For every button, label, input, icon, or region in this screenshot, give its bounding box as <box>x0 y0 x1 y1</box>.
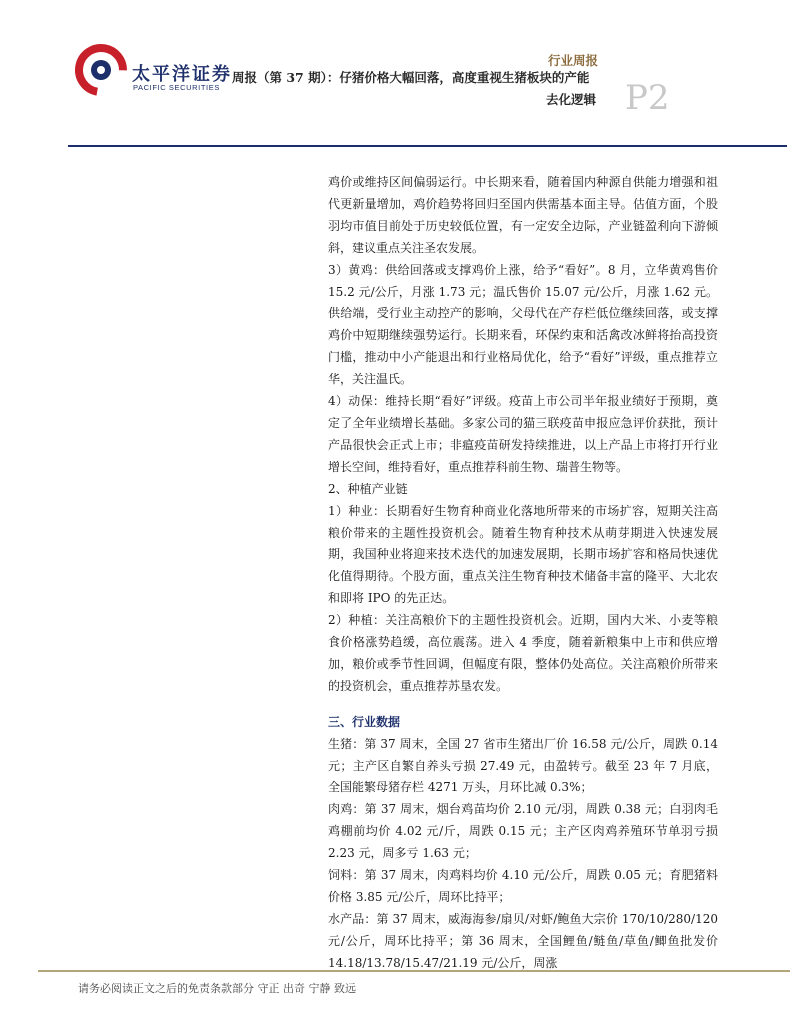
report-title: 周报（第 37 期）：仔猪价格大幅回落，高度重视生猪板块的产能 <box>232 70 590 85</box>
paragraph: 2）种植：关注高粮价下的主题性投资机会。近期，国内大米、小麦等粮食价格涨势趋缓，高位震荡。进入 4 季度，随着新粮集中上市和供应增加，粮价或季节性回调，但幅度有限，整体仍处高位。关注高粮价所带来的投资机会，重点推荐苏垦农发。 <box>328 613 718 693</box>
page-number: P2 <box>625 78 670 118</box>
footer-divider <box>38 970 790 972</box>
logo-icon <box>72 40 130 98</box>
paragraph: 3）黄鸡：供给回落或支撑鸡价上涨，给予“看好”。8 月，立华黄鸡售价 15.2 元/公斤，月涨 1.73 元；温氏售价 15.07 元/公斤，月涨 1.62 元。供给端，受行业主动控产的影响，父母代在产存栏低位继续回落，或支撑鸡价中短期继续强势运行。长期来看，环保约束和活禽改冰鲜将抬高投资门槛，推动中小产能退出和行业格局优化，给予“看好”评级，重点推荐立华，关注温氏。 <box>328 262 718 387</box>
section-heading: 三、行业数据 <box>328 714 401 729</box>
data-paragraph: 生猪：第 37 周末，全国 27 省市生猪出厂价 16.58 元/公斤，周跌 0.14 元；主产区自繁自养头亏损 27.49 元，由盈转亏。截至 23 年 7 月底，全国能繁母猪存栏 4271 万头，月环比减 0.3%； <box>328 736 718 795</box>
paragraph: 1）种业：长期看好生物育种商业化落地所带来的市场扩容，短期关注高粮价带来的主题性投资机会。随着生物育种技术从萌芽期进入快速发展期，我国种业将迎来技术迭代的加速发展期，长期市场扩容和格局快速优化值得期待。个股方面，重点关注生物育种技术储备丰富的隆平、大北农和即将 IPO 的先正达。 <box>328 503 718 606</box>
data-paragraph: 饲料：第 37 周末，肉鸡料均价 4.10 元/公斤，周跌 0.05 元；育肥猪料价格 3.85 元/公斤，周环比持平； <box>328 868 718 904</box>
data-paragraph: 肉鸡：第 37 周末，烟台鸡苗均价 2.10 元/羽，周跌 0.38 元；白羽肉毛鸡棚前均价 4.02 元/斤，周跌 0.15 元；主产区肉鸡养殖环节单羽亏损 2.23 元，周多亏 1.63 元； <box>328 802 718 861</box>
data-paragraph: 水产品：第 37 周末，威海海参/扇贝/对虾/鲍鱼大宗价 170/10/280/120 元/公斤，周环比持平；第 36 周末，全国鲤鱼/鲢鱼/草鱼/鲫鱼批发价 14.18/13.78/15.47/21.19 元/公斤，周涨 <box>328 911 718 970</box>
brand-name: 太平洋证券 <box>132 64 232 85</box>
paragraph: 鸡价或维持区间偏弱运行。中长期来看，随着国内种源自供能力增强和祖代更新量增加，鸡价趋势将回归至国内供需基本面主导。估值方面，个股羽均市值目前处于历史较低位置，有一定安全边际，产业链盈利向下游倾斜，建议重点关注圣农发展。 <box>328 175 718 255</box>
subheading: 2、种植产业链 <box>328 481 408 496</box>
paragraph: 4）动保：维持长期“看好”评级。疫苗上市公司半年报业绩好于预期，奠定了全年业绩增长基础。多家公司的猫三联疫苗申报应急评价获批，预计产品很快会正式上市；非瘟疫苗研发持续推进，以上产品上市将打开行业增长空间，维持看好，重点推荐科前生物、瑞普生物等。 <box>328 394 718 474</box>
main-content <box>328 172 718 975</box>
report-title-line2: 去化逻辑 <box>546 92 597 107</box>
report-type-tag: 行业周报 <box>548 53 599 68</box>
footer-disclaimer: 请务必阅读正文之后的免责条款部分 守正 出奇 宁静 致远 <box>78 982 356 995</box>
brand-name-en: PACIFIC SECURITIES <box>133 83 220 92</box>
header-divider <box>68 145 787 147</box>
